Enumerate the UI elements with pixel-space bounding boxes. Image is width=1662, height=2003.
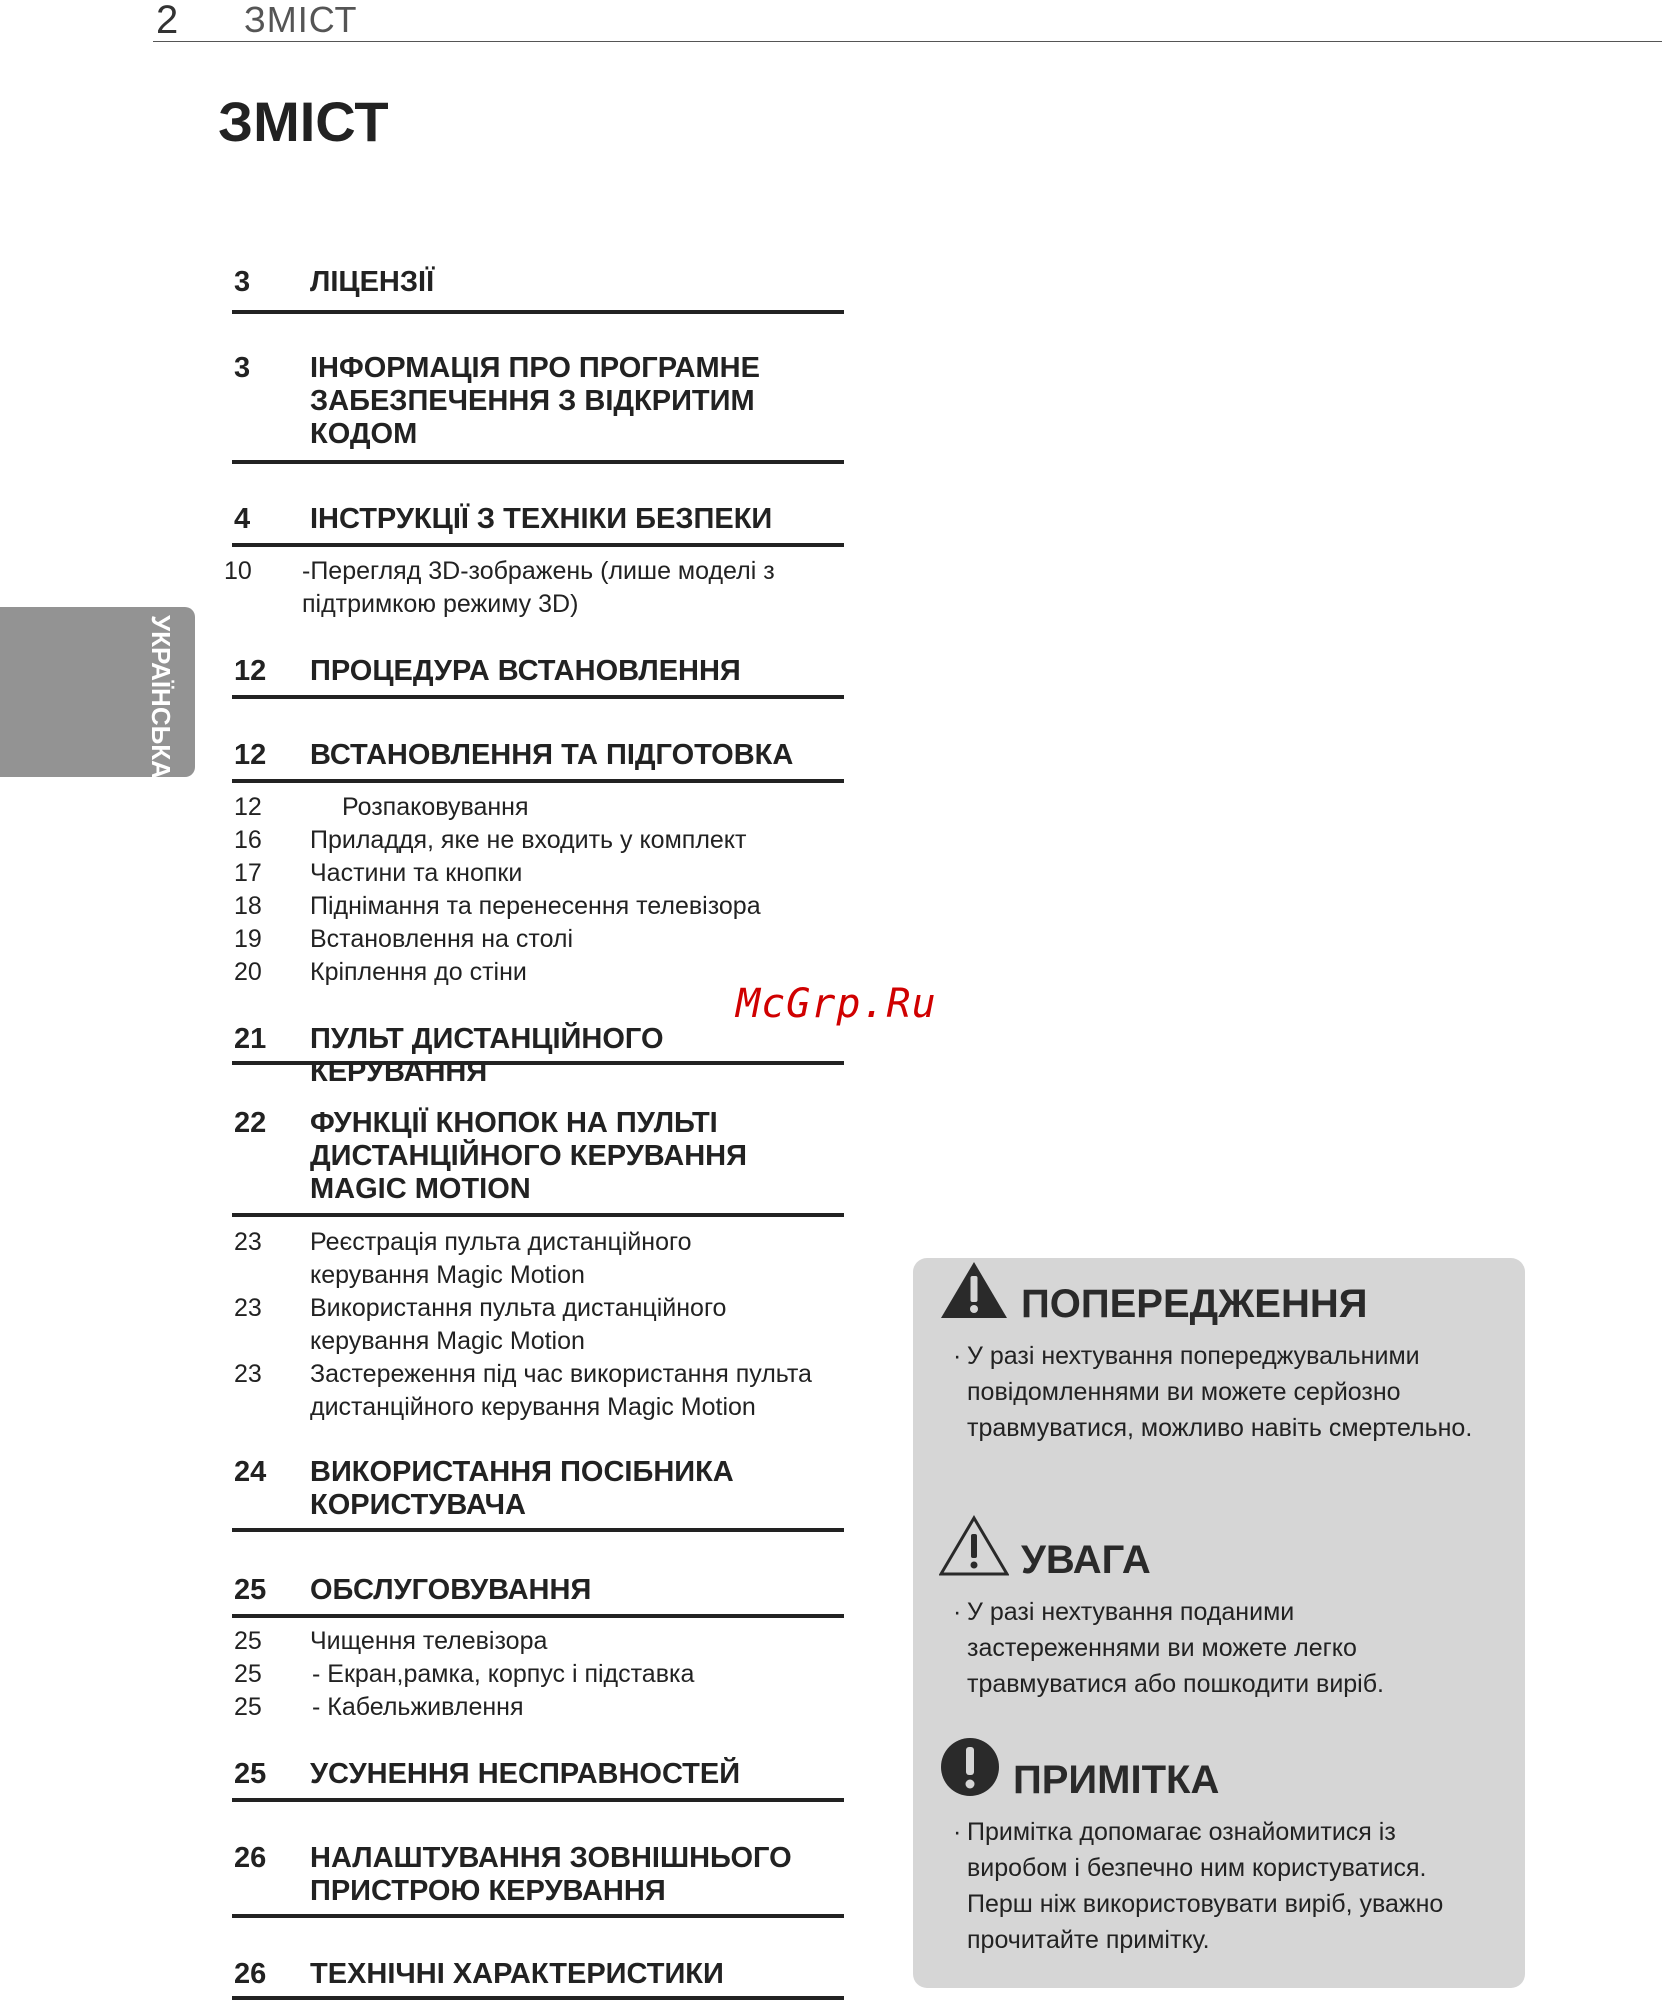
toc-section-title: ВСТАНОВЛЕННЯ ТА ПІДГОТОВКА [310,739,794,771]
toc-page-number: 16 [234,826,262,854]
toc-section-troubleshooting[interactable] [232,1758,844,1802]
caution-text-body: У разі нехтування поданими застереженнями ви можете легко травмуватися або пошкодити виріб. [967,1598,1385,1698]
toc-section-maintenance[interactable] [232,1574,844,1618]
caution-text [953,1594,1493,1702]
toc-subitem-title: Реєстрація пульта дистанційного керування Magic Motion [310,1228,692,1289]
toc-subitem-title: - Екран,рамка, корпус і підставка [312,1660,695,1688]
toc-subitem-title: Встановлення на столі [310,925,574,953]
toc-section-title: ІНСТРУКЦІЇ З ТЕХНІКИ БЕЗПЕКИ [310,503,773,535]
toc-section-external-control[interactable] [232,1842,844,1918]
toc-page-number: 3 [234,352,251,384]
warning-icon [939,1258,1009,1320]
toc-page-number: 25 [234,1660,262,1688]
toc-section-title: ІНФОРМАЦІЯ ПРО ПРОГРАМНЕ ЗАБЕЗПЕЧЕННЯ З ВІДКРИТИМ КОДОМ [310,352,760,450]
toc-page-number: 12 [234,655,267,687]
toc-section-open-source[interactable] [232,352,844,464]
note-text-body: Примітка допомагає ознайомитися із виробом і безпечно ним користуватися. Перш ніж використовувати виріб, уважно прочитайте примітку. [967,1818,1444,1954]
toc-page-number: 18 [234,892,262,920]
toc-page-number: 25 [234,1627,262,1655]
toc-section-installation-procedure[interactable] [232,655,844,699]
toc-section-title: ПРОЦЕДУРА ВСТАНОВЛЕННЯ [310,655,741,687]
page-number: 2 [156,0,179,42]
page-title: ЗМІСТ [218,90,389,153]
toc-page-number: 20 [234,958,262,986]
bullet: · [953,1818,962,1846]
toc-page-number: 26 [234,1842,267,1874]
toc-section-title: ОБСЛУГОВУВАННЯ [310,1574,592,1606]
warning-text [953,1338,1493,1446]
bullet: · [953,1598,962,1626]
toc-section-licenses[interactable] [232,266,844,314]
note-title: ПРИМІТКА [1013,1758,1220,1802]
toc-page-number: 25 [234,1693,262,1721]
toc-page-number: 3 [234,266,251,298]
toc-subitem-title: Використання пульта дистанційного керування Magic Motion [310,1294,727,1355]
toc-section-title: ПУЛЬТ ДИСТАНЦІЙНОГО КЕРУВАННЯ [310,1023,664,1088]
note-info-icon [939,1736,1001,1798]
toc-page-number: 25 [234,1758,267,1790]
toc-page-number: 23 [234,1294,262,1322]
warning-text-body: У разі нехтування попереджувальними повідомленнями ви можете серйозно травмуватися, можливо навіть смертельно. [967,1342,1473,1442]
toc-subitem-title: Розпаковування [342,793,529,821]
toc-subitem-title: -Перегляд 3D-зображень (лише моделі з підтримкою режиму 3D) [302,557,775,618]
bullet: · [953,1342,962,1370]
toc-page-number: 19 [234,925,262,953]
toc-section-specifications[interactable] [232,1958,844,2000]
toc-page-number: 22 [234,1107,267,1139]
toc-page-number: 4 [234,503,251,535]
toc-page-number: 24 [234,1456,267,1488]
toc-section-magic-motion-functions[interactable] [232,1107,844,1217]
toc-page-number: 21 [234,1023,267,1055]
toc-subitem-title: Приладдя, яке не входить у комплект [310,826,747,854]
toc-page-number: 10 [224,557,252,585]
language-tab-label: УКРАЇНСЬКА [146,615,176,779]
toc-page-number: 26 [234,1958,267,1990]
toc-section-title: НАЛАШТУВАННЯ ЗОВНІШНЬОГО ПРИСТРОЮ КЕРУВАННЯ [310,1842,792,1907]
caution-icon [939,1514,1009,1576]
language-tab [0,607,195,777]
toc-subitem-title: Застереження під час використання пульта дистанційного керування Magic Motion [310,1360,812,1421]
toc-page-number: 12 [234,793,262,821]
toc-subitem-title: - Кабельживлення [312,1693,524,1721]
caution-title: УВАГА [1021,1538,1151,1582]
toc-subitem-title: Кріплення до стіни [310,958,527,986]
toc-subitem-title: Піднімання та перенесення телевізора [310,892,761,920]
toc-section-title: ВИКОРИСТАННЯ ПОСІБНИКА КОРИСТУВАЧА [310,1456,734,1521]
toc-page-number: 23 [234,1228,262,1256]
toc-section-safety[interactable] [232,503,844,547]
toc-section-user-guide[interactable] [232,1456,844,1532]
toc-page-number: 25 [234,1574,267,1606]
toc-subitem-title: Частини та кнопки [310,859,523,887]
toc-page-number: 12 [234,739,267,771]
watermark: McGrp.Ru [736,981,937,1027]
toc-section-title: ЛІЦЕНЗІЇ [310,266,435,298]
header-divider [153,41,1662,42]
toc-page-number: 17 [234,859,262,887]
note-text [953,1814,1493,1958]
toc-subitem-title: Чищення телевізора [310,1627,548,1655]
toc-section-title: ТЕХНІЧНІ ХАРАКТЕРИСТИКИ [310,1958,724,1990]
toc-section-title: УСУНЕННЯ НЕСПРАВНОСТЕЙ [310,1758,741,1790]
toc-section-remote-control[interactable] [232,1023,844,1088]
toc-section-assembling[interactable] [232,739,844,783]
toc-section-title: ФУНКЦІЇ КНОПОК НА ПУЛЬТІ ДИСТАНЦІЙНОГО КЕРУВАННЯ MAGIC MOTION [310,1107,747,1205]
notes-box [913,1258,1525,1988]
toc-page-number: 23 [234,1360,262,1388]
header-title: ЗМІСТ [244,0,358,40]
warning-title: ПОПЕРЕДЖЕННЯ [1021,1282,1368,1326]
